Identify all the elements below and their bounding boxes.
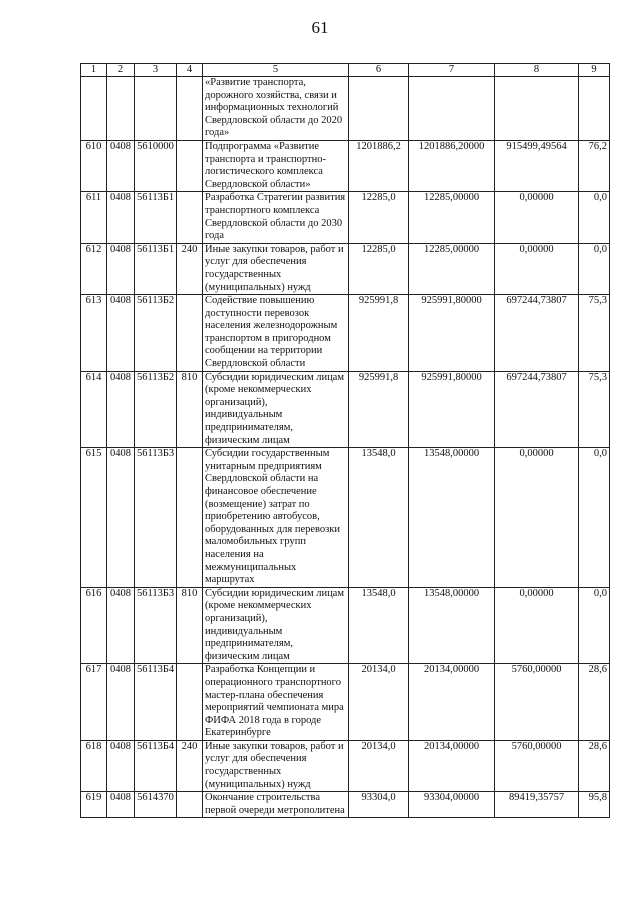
cell-name: Подпрограмма «Развитие транспорта и транспортно-логистического комплекса Свердловской области»	[203, 140, 349, 191]
cell-approved: 13548,0	[349, 587, 409, 664]
cell-target: 56113Б1	[135, 243, 177, 294]
cell-target: 56113Б1	[135, 192, 177, 243]
cell-target: 56113Б4	[135, 740, 177, 791]
cell-executed: 697244,73807	[495, 371, 579, 448]
cell-section: 0408	[107, 740, 135, 791]
column-header: 7	[409, 64, 495, 77]
cell-section: 0408	[107, 140, 135, 191]
cell-percent: 28,6	[579, 664, 610, 741]
column-header: 5	[203, 64, 349, 77]
cell-n: 617	[81, 664, 107, 741]
cell-executed: 697244,73807	[495, 295, 579, 372]
table-row	[81, 792, 610, 818]
cell-n: 613	[81, 295, 107, 372]
table-row	[81, 664, 610, 741]
cell-executed: 5760,00000	[495, 664, 579, 741]
cell-approved: 20134,0	[349, 664, 409, 741]
column-header: 3	[135, 64, 177, 77]
cell-n: 615	[81, 448, 107, 588]
column-header: 8	[495, 64, 579, 77]
cell-type: 240	[177, 740, 203, 791]
cell-section: 0408	[107, 587, 135, 664]
cell-plan: 13548,00000	[409, 448, 495, 588]
cell-executed: 0,00000	[495, 448, 579, 588]
table-header-row	[81, 64, 610, 77]
cell-n: 610	[81, 140, 107, 191]
column-header: 6	[349, 64, 409, 77]
table-row	[81, 740, 610, 791]
cell-approved: 13548,0	[349, 448, 409, 588]
cell-type	[177, 77, 203, 141]
cell-percent: 0,0	[579, 448, 610, 588]
cell-n: 618	[81, 740, 107, 791]
cell-section: 0408	[107, 295, 135, 372]
cell-name: Содействие повышению доступности перевозок населения железнодорожным транспортом в пригородном сообщении на территории Свердловской области	[203, 295, 349, 372]
table-row	[81, 295, 610, 372]
cell-target: 5610000	[135, 140, 177, 191]
table-row	[81, 448, 610, 588]
cell-name: Субсидии юридическим лицам (кроме некоммерческих организаций), индивидуальным предпринимателям, физическим лицам	[203, 371, 349, 448]
cell-section: 0408	[107, 371, 135, 448]
cell-executed: 5760,00000	[495, 740, 579, 791]
cell-type	[177, 295, 203, 372]
cell-section: 0408	[107, 448, 135, 588]
cell-plan: 925991,80000	[409, 371, 495, 448]
cell-n: 611	[81, 192, 107, 243]
cell-name: Окончание строительства первой очереди метрополитена	[203, 792, 349, 818]
cell-target	[135, 77, 177, 141]
cell-section	[107, 77, 135, 141]
column-header: 4	[177, 64, 203, 77]
cell-target: 56113Б3	[135, 587, 177, 664]
table-row	[81, 140, 610, 191]
table-row	[81, 192, 610, 243]
cell-plan: 13548,00000	[409, 587, 495, 664]
cell-percent: 0,0	[579, 587, 610, 664]
table-row	[81, 371, 610, 448]
cell-percent: 28,6	[579, 740, 610, 791]
cell-target: 56113Б4	[135, 664, 177, 741]
cell-target: 56113Б3	[135, 448, 177, 588]
cell-plan: 20134,00000	[409, 664, 495, 741]
cell-executed: 0,00000	[495, 243, 579, 294]
cell-plan: 20134,00000	[409, 740, 495, 791]
cell-target: 56113Б2	[135, 371, 177, 448]
page-number: 61	[311, 18, 329, 37]
cell-plan: 93304,00000	[409, 792, 495, 818]
cell-plan: 925991,80000	[409, 295, 495, 372]
column-header: 2	[107, 64, 135, 77]
cell-approved	[349, 77, 409, 141]
cell-section: 0408	[107, 664, 135, 741]
cell-section: 0408	[107, 243, 135, 294]
cell-percent: 75,3	[579, 295, 610, 372]
cell-executed: 0,00000	[495, 587, 579, 664]
budget-table	[80, 63, 610, 818]
cell-percent: 76,2	[579, 140, 610, 191]
cell-type	[177, 448, 203, 588]
cell-plan: 12285,00000	[409, 243, 495, 294]
cell-type	[177, 664, 203, 741]
cell-percent: 0,0	[579, 243, 610, 294]
table-row	[81, 243, 610, 294]
cell-name: «Развитие транспорта, дорожного хозяйства, связи и информационных технологий Свердловской области до 2020 года»	[203, 77, 349, 141]
cell-name: Иные закупки товаров, работ и услуг для обеспечения государственных (муниципальных) нужд	[203, 243, 349, 294]
cell-n: 616	[81, 587, 107, 664]
cell-type: 810	[177, 371, 203, 448]
cell-approved: 925991,8	[349, 371, 409, 448]
cell-approved: 12285,0	[349, 243, 409, 294]
cell-n: 614	[81, 371, 107, 448]
cell-approved: 1201886,2	[349, 140, 409, 191]
cell-name: Разработка Стратегии развития транспортного комплекса Свердловской области до 2030 года	[203, 192, 349, 243]
cell-approved: 20134,0	[349, 740, 409, 791]
table-row	[81, 77, 610, 141]
cell-name: Субсидии юридическим лицам (кроме некоммерческих организаций), индивидуальным предпринимателям, физическим лицам	[203, 587, 349, 664]
cell-type: 810	[177, 587, 203, 664]
cell-plan	[409, 77, 495, 141]
cell-name: Разработка Концепции и операционного транспортного мастер-плана обеспечения мероприятий чемпионата мира ФИФА 2018 года в городе Екатеринбурге	[203, 664, 349, 741]
cell-n: 619	[81, 792, 107, 818]
cell-type: 240	[177, 243, 203, 294]
column-header: 9	[579, 64, 610, 77]
cell-percent: 75,3	[579, 371, 610, 448]
cell-executed: 89419,35757	[495, 792, 579, 818]
cell-approved: 12285,0	[349, 192, 409, 243]
cell-section: 0408	[107, 192, 135, 243]
cell-executed: 915499,49564	[495, 140, 579, 191]
cell-n: 612	[81, 243, 107, 294]
cell-type	[177, 192, 203, 243]
cell-plan: 12285,00000	[409, 192, 495, 243]
column-header: 1	[81, 64, 107, 77]
cell-approved: 93304,0	[349, 792, 409, 818]
cell-executed: 0,00000	[495, 192, 579, 243]
cell-section: 0408	[107, 792, 135, 818]
cell-target: 56113Б2	[135, 295, 177, 372]
cell-plan: 1201886,20000	[409, 140, 495, 191]
cell-type	[177, 140, 203, 191]
cell-name: Иные закупки товаров, работ и услуг для обеспечения государственных (муниципальных) нужд	[203, 740, 349, 791]
table-row	[81, 587, 610, 664]
cell-type	[177, 792, 203, 818]
cell-percent	[579, 77, 610, 141]
cell-percent: 95,8	[579, 792, 610, 818]
cell-target: 5614370	[135, 792, 177, 818]
cell-approved: 925991,8	[349, 295, 409, 372]
cell-percent: 0,0	[579, 192, 610, 243]
cell-executed	[495, 77, 579, 141]
cell-n	[81, 77, 107, 141]
cell-name: Субсидии государственным унитарным предприятиям Свердловской области на финансовое обеспечение (возмещение) затрат по приобретению автобусов, оборудованных для перевозки маломобильных групп населения на межмуниципальных маршрутах	[203, 448, 349, 588]
